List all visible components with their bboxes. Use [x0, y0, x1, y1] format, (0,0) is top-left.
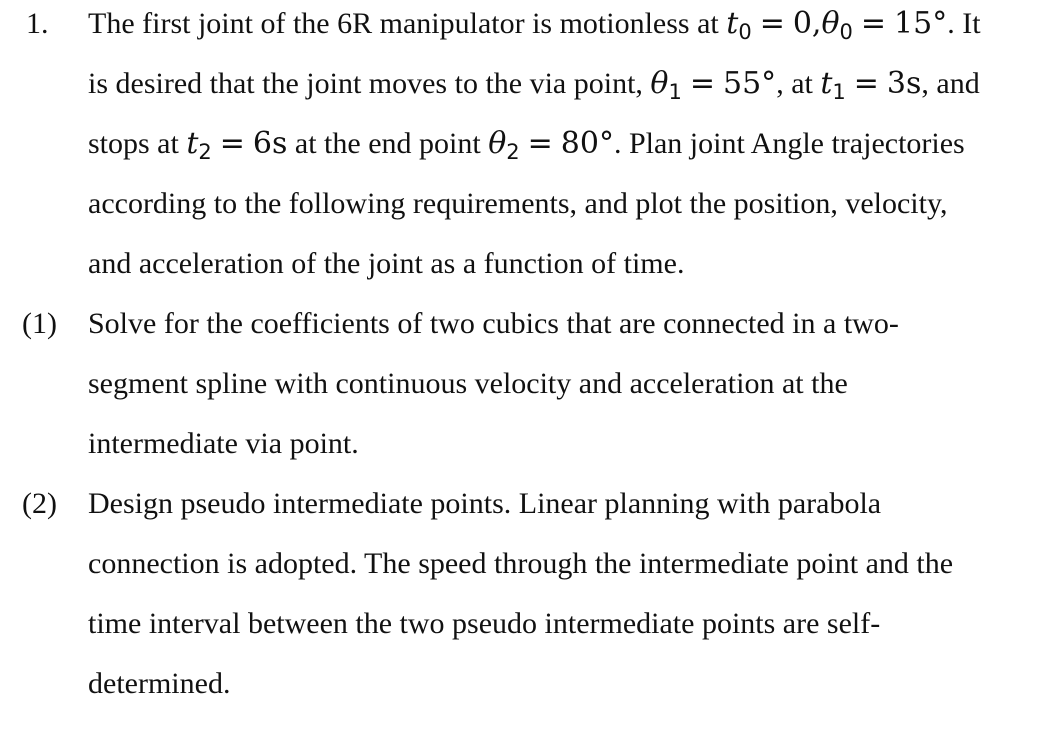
math-value: 55°	[723, 66, 777, 101]
math-value: 80°	[560, 126, 614, 161]
text-run: at the end point	[287, 127, 489, 160]
subpart-label: (2)	[22, 487, 57, 520]
equals-sign: =	[853, 66, 879, 101]
text-run: The first joint of the 6R manipulator is motionless at	[88, 7, 727, 40]
text-run: , at	[776, 67, 821, 100]
subpart-label: (1)	[22, 307, 57, 340]
equals-sign: =	[689, 66, 715, 101]
text-run: , and	[921, 67, 980, 100]
text-run: stops at	[88, 127, 187, 160]
text-run: . Plan joint Angle trajectories	[613, 127, 965, 160]
math-t0: $t_0$	[726, 6, 752, 44]
math-theta0: $\theta_0$	[821, 6, 853, 44]
text-run: . It	[947, 7, 981, 40]
math-t1: $t_1$	[820, 66, 846, 104]
math-t2: $t_2$	[186, 126, 212, 164]
text-run: is desired that the joint moves to the via point,	[88, 67, 651, 100]
equals-sign: =	[219, 126, 245, 161]
math-value: 0,	[792, 6, 822, 41]
math-theta2: $\theta_2$	[488, 126, 520, 164]
math-value: 6s	[252, 126, 288, 161]
equals-sign: =	[759, 6, 785, 41]
math-value: 15°	[894, 6, 948, 41]
problem-number: 1.	[26, 7, 49, 40]
math-theta1: $\theta_1$	[650, 66, 682, 104]
math-value: 3s	[886, 66, 922, 101]
equals-sign: =	[527, 126, 553, 161]
equals-sign: =	[860, 6, 887, 41]
